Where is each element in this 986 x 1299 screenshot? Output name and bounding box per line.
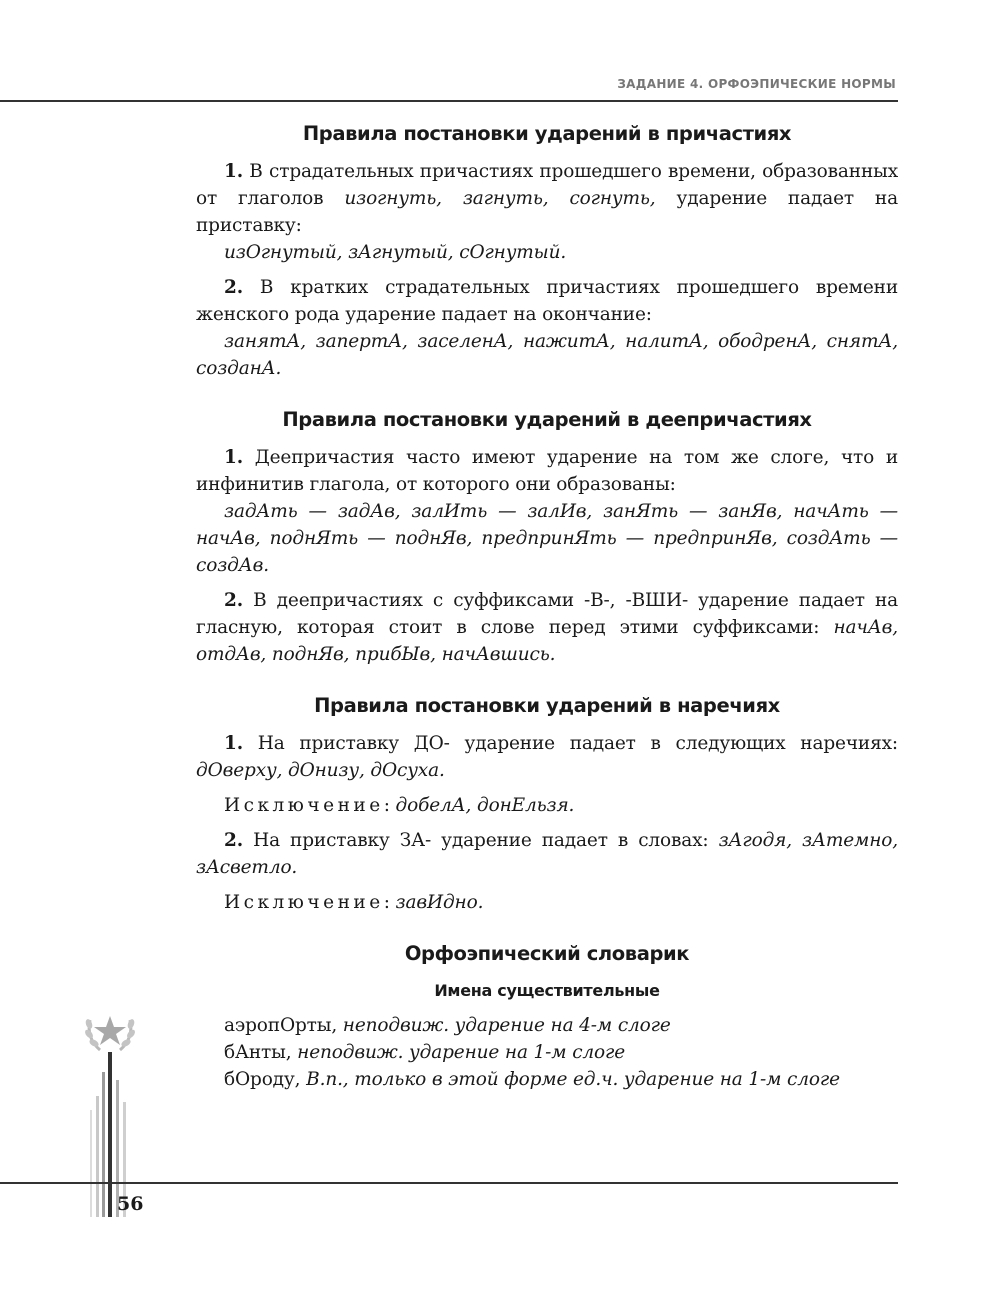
rule-paragraph: 1. В страдательных причастиях прошедшего времени, образованных от глаголов изогнуть, загнуть, согнуть, ударение падает на приставку: (196, 161, 898, 236)
section-title-adverbs: Правила постановки ударений в наречиях (314, 694, 780, 717)
dictionary-entry: бОроду, В.п., только в этой форме ед.ч. ударение на 1-м слоге (224, 1069, 840, 1090)
dictionary-entry: аэропОрты, неподвиж. ударение на 4-м слоге (224, 1015, 671, 1036)
rule-paragraph: 1. Деепричастия часто имеют ударение на том же слоге, что и инфинитив глагола, от которого они образованы: (196, 447, 898, 495)
examples-line: занятА, запертА, заселенА, нажитА, налитА, ободренА, снятА, созданА. (196, 331, 898, 379)
bottom-rule (0, 1182, 898, 1184)
dictionary-entry: бАнты, неподвиж. ударение на 1-м слоге (224, 1042, 626, 1063)
page-content (196, 118, 898, 1093)
page-number: 56 (117, 1193, 144, 1215)
exception-line: Исключение: добелА, донЕльзя. (224, 795, 575, 816)
rule-paragraph: 2. В деепричастиях с суффиксами -В-, -ВШИ- ударение падает на гласную, которая стоит в слове перед этими суффиксами: начАв, отдАв, поднЯв, прибЫв, начАвшись. (196, 590, 898, 665)
dictionary-subtitle: Имена существительные (434, 981, 660, 1000)
examples-line: изОгнутый, зАгнутый, сОгнутый. (224, 242, 567, 263)
rule-paragraph: 2. В кратких страдательных причастиях прошедшего времени женского рода ударение падает на окончание: (196, 277, 898, 325)
exception-line: Исключение: завИдно. (224, 892, 484, 913)
dictionary-title: Орфоэпический словарик (404, 942, 690, 965)
rule-paragraph: 1. На приставку ДО- ударение падает в следующих наречиях: дОверху, дОнизу, дОсуха. (196, 733, 898, 781)
rule-paragraph: 2. На приставку ЗА- ударение падает в словах: зАгодя, зАтемно, зАсветло. (196, 830, 898, 878)
running-head: ЗАДАНИЕ 4. ОРФОЭПИЧЕСКИЕ НОРМЫ (617, 77, 896, 91)
examples-line: задАть — задАв, залИть — залИв, занЯть — занЯв, начАть — начАв, поднЯть — поднЯв, предпринЯть — предпринЯв, создАть — создАв. (196, 501, 898, 576)
top-rule (0, 100, 898, 102)
section-title-gerunds: Правила постановки ударений в деепричастиях (282, 408, 812, 431)
section-title-participles: Правила постановки ударений в причастиях (302, 122, 792, 145)
